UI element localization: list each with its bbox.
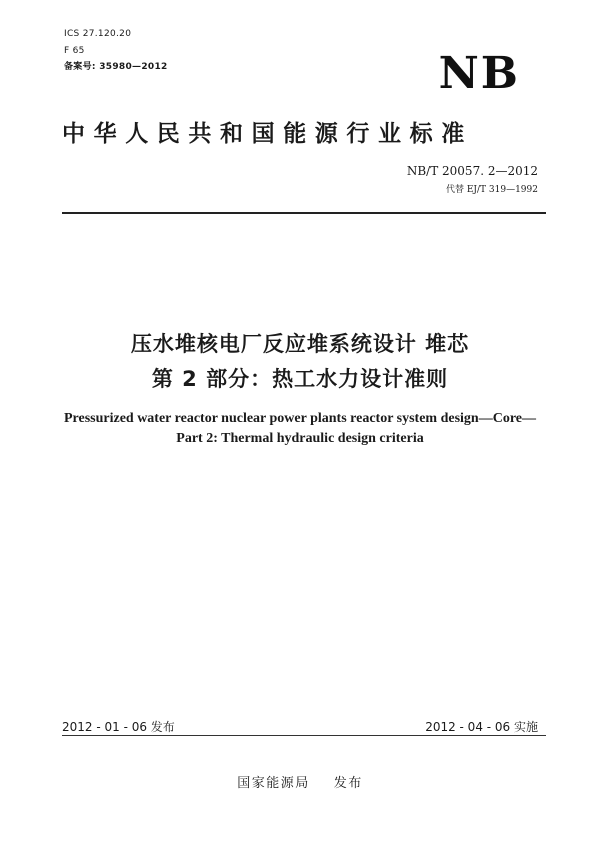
- standard-category-title: 中华人民共和国能源行业标准: [62, 121, 473, 147]
- publish-word: 发布: [333, 776, 363, 791]
- standard-number: NB/T 20057. 2—2012: [406, 164, 538, 178]
- chinese-title-line1: 压水堆核电厂反应堆系统设计 堆芯: [130, 332, 470, 356]
- implementation-date: 2012 - 04 - 06 实施: [425, 720, 538, 734]
- publisher-line: [0, 772, 600, 791]
- english-title-line1: Pressurized water reactor nuclear power plants reactor system design—Core—: [63, 411, 537, 426]
- publisher-name: 国家能源局: [237, 776, 310, 791]
- ccs-code: F 65: [64, 46, 85, 56]
- replaced-standard: 代替 EJ/T 319—1992: [445, 185, 538, 195]
- issue-date: 2012 - 01 - 06 发布: [62, 720, 175, 734]
- footer-divider: [62, 735, 546, 736]
- english-title-line2: Part 2: Thermal hydraulic design criteria: [176, 431, 424, 446]
- nb-logo: NB: [438, 48, 520, 99]
- ics-code: ICS 27.120.20: [64, 29, 132, 39]
- header-divider: [62, 212, 546, 214]
- record-label: 备案号:: [64, 62, 96, 72]
- record-value: 35980—2012: [99, 62, 168, 72]
- chinese-title-line2: 第 2 部分：热工水力设计准则: [151, 367, 449, 391]
- record-number: [64, 61, 168, 74]
